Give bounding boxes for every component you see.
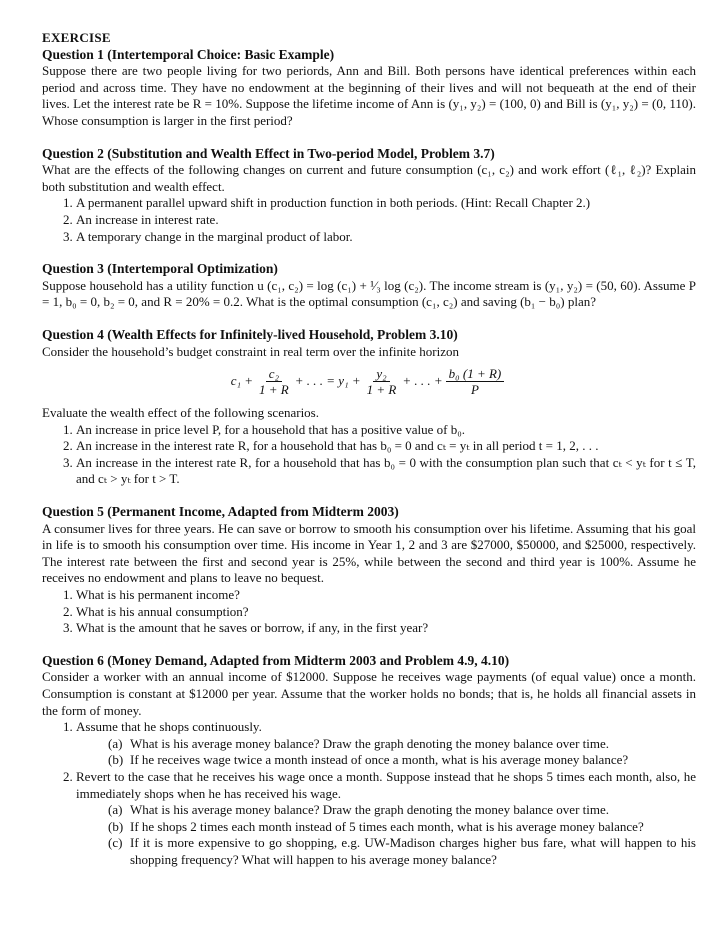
fraction-numerator: b₀ (1 + R)	[446, 366, 505, 382]
question-6-text: Consider a worker with an annual income of $12000. Suppose he receives wage payments (of equal value) once a month. Consumption is constant at $12000 per year. Assume that the worker holds no bonds; that is, he holds all financial assets in the form of money.	[42, 669, 696, 718]
question-4-item: 1. An increase in price level P, for a household that has a positive value of b₀.	[76, 422, 696, 439]
question-5-text: A consumer lives for three years. He can save or borrow to smooth his consumption over his lifetime. Assuming that his goal in life is to smooth his consumption over time. His income in Year 1, 2 and 3 are $27000, $50000, and $25000, respectively. The interest rate between the first and second year is 25%, while between the second and third year is 100%. Assume he receives no endowment and plans to leave no bequest.	[42, 520, 696, 586]
subitem-text: What is his average money balance? Draw the graph denoting the money balance over time.	[130, 802, 610, 818]
question-3	[42, 261, 696, 311]
fraction-denominator: 1 + R	[259, 382, 289, 398]
question-6	[42, 653, 696, 869]
question-6-title: Question 6 (Money Demand, Adapted from Midterm 2003 and Problem 4.9, 4.10)	[42, 652, 510, 668]
question-2-text: What are the effects of the following changes on current and future consumption (c₁, c₂) and work effort (ℓ₁, ℓ₂)? Explain both substitution and wealth effect.	[42, 162, 696, 194]
question-5-title: Question 5 (Permanent Income, Adapted from Midterm 2003)	[42, 504, 399, 520]
question-6-subitem	[108, 835, 696, 868]
equation-term: c₁ +	[230, 373, 254, 389]
question-4-text2: Evaluate the wealth effect of the following scenarios.	[42, 405, 319, 421]
question-5-list	[42, 587, 696, 637]
question-4	[42, 327, 696, 488]
question-6-item-text: Revert to the case that he receives his wage once a month. Suppose instead that he shops 5 times each month, also, he immediately shops when he has received his wage.	[76, 768, 696, 801]
exercise-page	[42, 30, 696, 885]
question-2-list	[42, 195, 696, 245]
page-header: EXERCISE	[42, 30, 111, 45]
fraction-numerator: c₂	[266, 366, 282, 382]
subitem-text: If it is more expensive to go shopping, e.g. UW-Madison charges higher bus fare, what will happen to his shopping frequency? What will happen to his average money balance?	[130, 835, 696, 867]
question-4-item: 2. An increase in the interest rate R, for a household that has b₀ = 0 and cₜ = yₜ in all period t = 1, 2, . . .	[76, 438, 696, 455]
fraction-denominator: P	[470, 382, 479, 398]
question-1	[42, 47, 696, 130]
question-5	[42, 504, 696, 637]
subitem-tag: (a)	[108, 735, 123, 751]
fraction-denominator: 1 + R	[366, 382, 397, 398]
subitem-text: If he receives wage twice a month instead of once a month, what is his average money balance?	[130, 752, 629, 768]
fraction-numerator: y₂	[373, 366, 389, 382]
question-2-item: 3. A temporary change in the marginal product of labor.	[76, 229, 696, 246]
question-6-subitem	[108, 736, 696, 753]
question-2-item: 2. An increase in interest rate.	[76, 212, 696, 229]
question-6-item	[76, 719, 696, 769]
subitem-tag: (a)	[108, 802, 123, 818]
question-3-title: Question 3 (Intertemporal Optimization)	[42, 261, 278, 277]
question-6-item	[76, 769, 696, 869]
question-3-text: Suppose household has a utility function u (c₁, c₂) = log (c₁) + ¹⁄₃ log (c₂). The income stream is (y₁, y₂) = (50, 60). Assume P = 1, b₀ = 0, b₂ = 0, and R = 20% = 0.2. What is the optimal consumption (c₁, c₂) and saving (b₁ − b₀) plan?	[42, 277, 696, 310]
subitem-tag: (c)	[108, 835, 123, 851]
equation-fraction	[446, 366, 505, 397]
question-6-subitem	[108, 752, 696, 769]
question-6-sublist	[76, 736, 696, 769]
subitem-text: What is his average money balance? Draw the graph denoting the money balance over time.	[130, 735, 610, 751]
subitem-tag: (b)	[108, 818, 124, 834]
budget-constraint-equation	[42, 366, 696, 397]
equation-fraction	[364, 366, 400, 397]
question-6-subitem	[108, 819, 696, 836]
question-2-item: 1. A permanent parallel upward shift in production function in both periods. (Hint: Recall Chapter 2.)	[76, 195, 696, 212]
question-2	[42, 146, 696, 246]
question-4-item: 3. An increase in the interest rate R, for a household that has b₀ = 0 with the consumption plan such that cₜ < yₜ for t ≤ T, and cₜ > yₜ for t > T.	[76, 455, 696, 488]
question-6-list	[42, 719, 696, 868]
question-4-text: Consider the household’s budget constraint in real term over the infinite horizon	[42, 343, 459, 359]
question-1-title: Question 1 (Intertemporal Choice: Basic Example)	[42, 46, 335, 62]
question-4-list	[42, 422, 696, 488]
question-2-title: Question 2 (Substitution and Wealth Effect in Two-period Model, Problem 3.7)	[42, 145, 495, 161]
question-5-item: 1. What is his permanent income?	[76, 587, 696, 604]
question-5-item: 3. What is the amount that he saves or borrow, if any, in the first year?	[76, 620, 696, 637]
question-6-sublist	[76, 802, 696, 868]
question-6-subitem	[108, 802, 696, 819]
equation-term: + . . . +	[402, 373, 443, 389]
subitem-tag: (b)	[108, 752, 124, 768]
question-5-item: 2. What is his annual consumption?	[76, 604, 696, 621]
question-4-title: Question 4 (Wealth Effects for Infinitely-lived Household, Problem 3.10)	[42, 326, 458, 342]
question-1-text: Suppose there are two people living for two periords, Ann and Bill. Both persons have identical preferences within each period and across time. They have no endowment at the beginning of their lives and will not bequeath at the end of their lives. Let the interest rate be R = 10%. Suppose the lifetime income of Ann is (y₁, y₂) = (100, 0) and Bill is (y₁, y₂) = (0, 110). Whose consumption is larger in the first period?	[42, 63, 696, 128]
subitem-text: If he shops 2 times each month instead of 5 times each month, what is his average money balance?	[130, 818, 644, 834]
question-6-item-text: Assume that he shops continuously.	[76, 719, 262, 735]
equation-term: + . . . = y₁ +	[294, 373, 361, 389]
equation-fraction	[256, 366, 292, 397]
